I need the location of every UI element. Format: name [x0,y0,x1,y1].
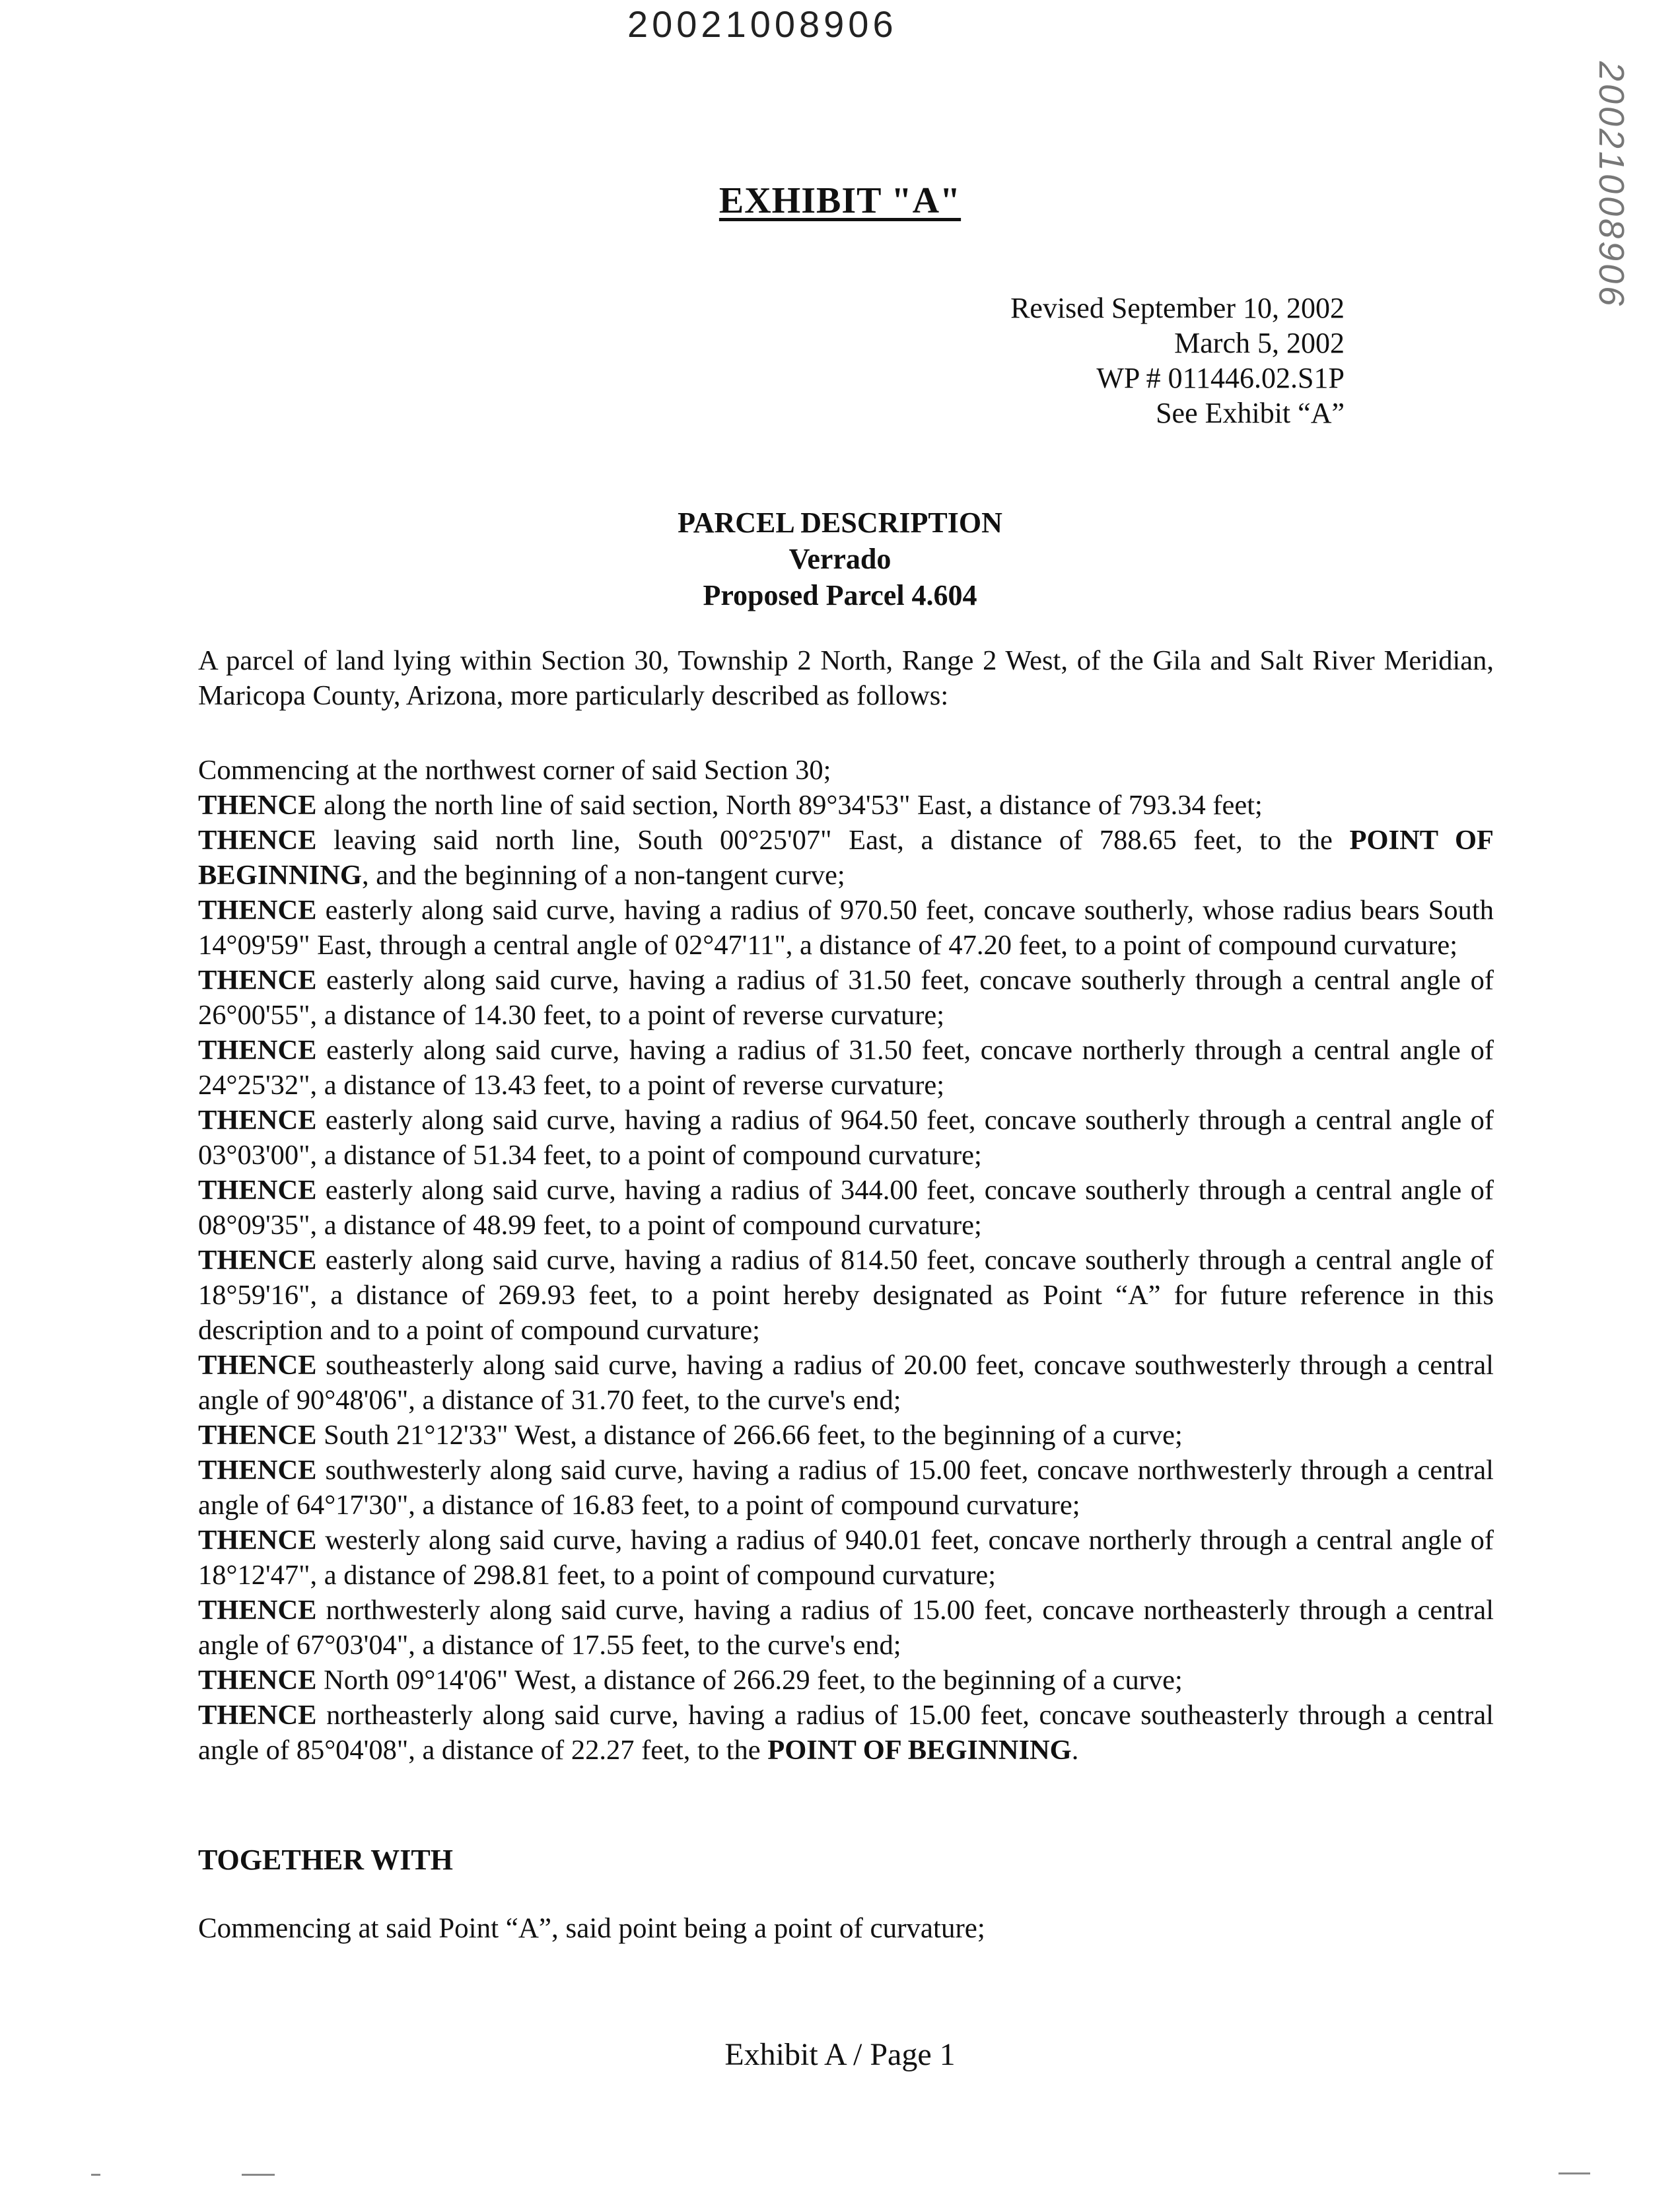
parcel-description-title: PARCEL DESCRIPTION [678,506,1002,539]
wp-number: WP # 011446.02.S1P [1096,362,1345,394]
recording-number: 20021008906 [627,3,897,45]
thence-call [198,1698,1494,1768]
thence-call [198,1663,1494,1698]
thence-call [198,823,1494,893]
thence-call [198,1103,1494,1173]
thence-call [198,1593,1494,1663]
thence-keyword: THENCE [198,1175,317,1206]
thence-call [198,1033,1494,1103]
thence-call [198,788,1494,823]
parcel-heading [0,504,1680,613]
intro-text: A parcel of land lying within Section 30, Township 2 North, Range 2 West, of the Gila and Salt River Meridian, Maricopa County, Arizona, more particularly described as follows: [198,645,1494,711]
page-footer: Exhibit A / Page 1 [724,2037,956,2072]
thence-keyword: THENCE [198,790,317,821]
see-exhibit: See Exhibit “A” [1156,397,1345,429]
call-text: southwesterly along said curve, having a radius of 15.00 feet, concave northwesterly through a central angle of 64°17'30", a distance of 16.83 feet, to a point of compound curvature; [198,1455,1494,1521]
call-text: South 21°12'33" West, a distance of 266.66 feet, to the beginning of a curve; [316,1420,1183,1451]
original-date: March 5, 2002 [1174,327,1345,359]
project-name: Verrado [788,543,892,575]
thence-keyword: THENCE [198,965,317,996]
thence-keyword: THENCE [198,1350,317,1381]
call-text: northwesterly along said curve, having a radius of 15.00 feet, concave northeasterly through a central angle of 67°03'04", a distance of 17.55 feet, to the curve's end; [198,1595,1494,1661]
exhibit-title: EXHIBIT "A" [718,180,962,221]
thence-call [198,963,1494,1033]
intro-paragraph [198,643,1494,713]
call-tail: , and the beginning of a non-tangent curve; [361,860,845,891]
point-of-beginning: POINT OF BEGINNING [198,825,1494,891]
call-text: easterly along said curve, having a radius of 344.00 feet, concave southerly through a central angle of 08°09'35", a distance of 48.99 feet, to a point of compound curvature; [198,1175,1494,1241]
thence-call [198,1348,1494,1418]
call-text: easterly along said curve, having a radius of 31.50 feet, concave northerly through a central angle of 24°25'32", a distance of 13.43 feet, to a point of reverse curvature; [198,1035,1494,1101]
scan-artifact [1558,2172,1590,2174]
call-text: southeasterly along said curve, having a radius of 20.00 feet, concave southwesterly through a central angle of 90°48'06", a distance of 31.70 feet, to the curve's end; [198,1350,1494,1416]
commencing-line: Commencing at the northwest corner of said Section 30; [198,755,831,786]
thence-call [198,893,1494,963]
thence-keyword: THENCE [198,1595,317,1626]
thence-keyword: THENCE [198,895,317,926]
revised-date: Revised September 10, 2002 [1010,292,1345,324]
call-text: easterly along said curve, having a radius of 814.50 feet, concave southerly through a central angle of 18°59'16", a distance of 269.93 feet, to a point hereby designated as Point “A” for future reference in this description and to a point of compound curvature; [198,1245,1494,1346]
thence-keyword: THENCE [198,1665,317,1696]
call-text: easterly along said curve, having a radius of 964.50 feet, concave southerly through a central angle of 03°03'00", a distance of 51.34 feet, to a point of compound curvature; [198,1105,1494,1171]
thence-call [198,1418,1494,1453]
thence-keyword: THENCE [198,1035,317,1066]
call-text: easterly along said curve, having a radius of 31.50 feet, concave southerly through a central angle of 26°00'55", a distance of 14.30 feet, to a point of reverse curvature; [198,965,1494,1031]
call-text: easterly along said curve, having a radius of 970.50 feet, concave southerly, whose radius bears South 14°09'59" East, through a central angle of 02°47'11", a distance of 47.20 feet, to a point of compound curvature; [198,895,1494,961]
thence-keyword: THENCE [198,1245,317,1276]
thence-keyword: THENCE [198,1420,317,1451]
thence-keyword: THENCE [198,1455,317,1486]
side-stamp-text: 20021008906 [1592,61,1631,309]
thence-keyword: THENCE [198,1105,317,1136]
call-text: leaving said north line, South 00°25'07" East, a distance of 788.65 feet, to the [316,825,1350,856]
thence-call [198,1523,1494,1593]
scan-artifact [91,2174,100,2176]
call-text: northeasterly along said curve, having a radius of 15.00 feet, concave southeasterly through a central angle of 85°04'08", a distance of 22.27 feet, to the [198,1700,1494,1766]
together-with-heading: TOGETHER WITH [198,1844,453,1876]
call-text: westerly along said curve, having a radius of 940.01 feet, concave northerly through a central angle of 18°12'47", a distance of 298.81 feet, to a point of compound curvature; [198,1525,1494,1591]
thence-call [198,1243,1494,1348]
revision-block [1010,291,1345,431]
thence-call [198,1173,1494,1243]
legal-description-calls [198,753,1494,1768]
point-of-beginning: POINT OF BEGINNING [767,1735,1072,1766]
thence-call [198,1453,1494,1523]
call-tail: . [1071,1735,1079,1766]
thence-keyword: THENCE [198,1700,317,1731]
thence-keyword: THENCE [198,1525,317,1556]
parcel-number: Proposed Parcel 4.604 [703,579,977,611]
commencing-point-a: Commencing at said Point “A”, said point being a point of curvature; [198,1913,985,1944]
call-text: along the north line of said section, North 89°34'53" East, a distance of 793.34 feet; [316,790,1263,821]
scan-artifact [242,2174,275,2176]
thence-keyword: THENCE [198,825,317,856]
call-text: North 09°14'06" West, a distance of 266.29 feet, to the beginning of a curve; [316,1665,1183,1696]
